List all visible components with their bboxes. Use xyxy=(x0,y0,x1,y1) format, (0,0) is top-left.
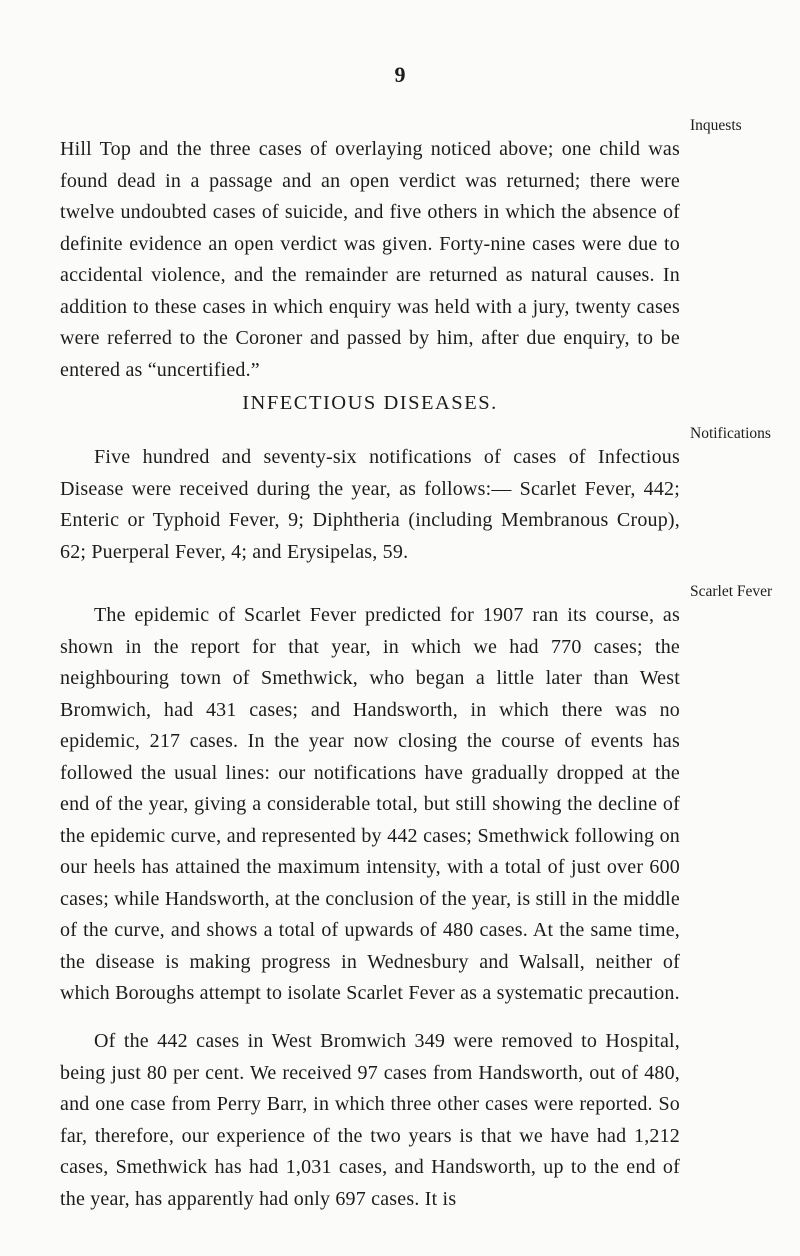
paragraph-notifications: Five hundred and seventy-six notifications of cases of Infectious Disease were received during the year, as follows:— Scarlet Fever, 442; Enteric or Typhoid Fever, 9; Diphtheria (including Membranous Croup), 62; Puerperal Fever, 4; and Erysipelas, 59. xyxy=(60,446,680,563)
paragraph-hospital: Of the 442 cases in West Bromwich 349 were removed to Hospital, being just 80 per cent. We received 97 cases from Handsworth, out of 480, and one case from Perry Barr, in which three other cases were reported. So far, therefore, our experience of the two years is that we have had 1,212 cases, Smethwick has had 1,031 cases, and Handsworth, up to the end of the year, has apparently had only 697 cases. It is xyxy=(60,1030,680,1210)
paragraph-inquests: Hill Top and the three cases of overlaying noticed above; one child was found dead in a passage and an open verdict was returned; there were twelve undoubted cases of suicide, and five others in which the absence of definite evidence an open verdict was given. Forty-nine cases were due to accidental violence, and the remainder are returned as natural causes. In addition to these cases in which enquiry was held with a jury, twenty cases were referred to the Coroner and passed by him, after due enquiry, to be entered as “uncertified.” xyxy=(60,138,680,381)
margin-note-notifications: Notifications xyxy=(690,425,771,442)
margin-note-inquests: Inquests xyxy=(690,117,742,134)
section-heading: INFECTIOUS DISEASES. xyxy=(242,392,498,414)
page-number: 9 xyxy=(394,62,406,87)
paragraph-scarlet-fever: The epidemic of Scarlet Fever predicted for 1907 ran its course, as shown in the report for that year, in which we had 770 cases; the neighbouring town of Smethwick, who began a little later than West Bromwich, had 431 cases; and Handsworth, in which there was no epidemic, 217 cases. In the year now closing the course of events has followed the usual lines: our notifications have gradually dropped at the end of the year, giving a considerable total, but still showing the decline of the epidemic curve, and represented by 442 cases; Smethwick following on our heels has attained the maximum intensity, with a total of just over 600 cases; while Handsworth, at the conclusion of the year, is still in the middle of the curve, and shows a total of upwards of 480 cases. At the same time, the disease is making progress in Wednesbury and Walsall, neither of which Boroughs attempt to isolate Scarlet Fever as a systematic precaution. xyxy=(60,604,680,1004)
margin-note-scarlet-fever: Scarlet Fever xyxy=(690,583,773,600)
